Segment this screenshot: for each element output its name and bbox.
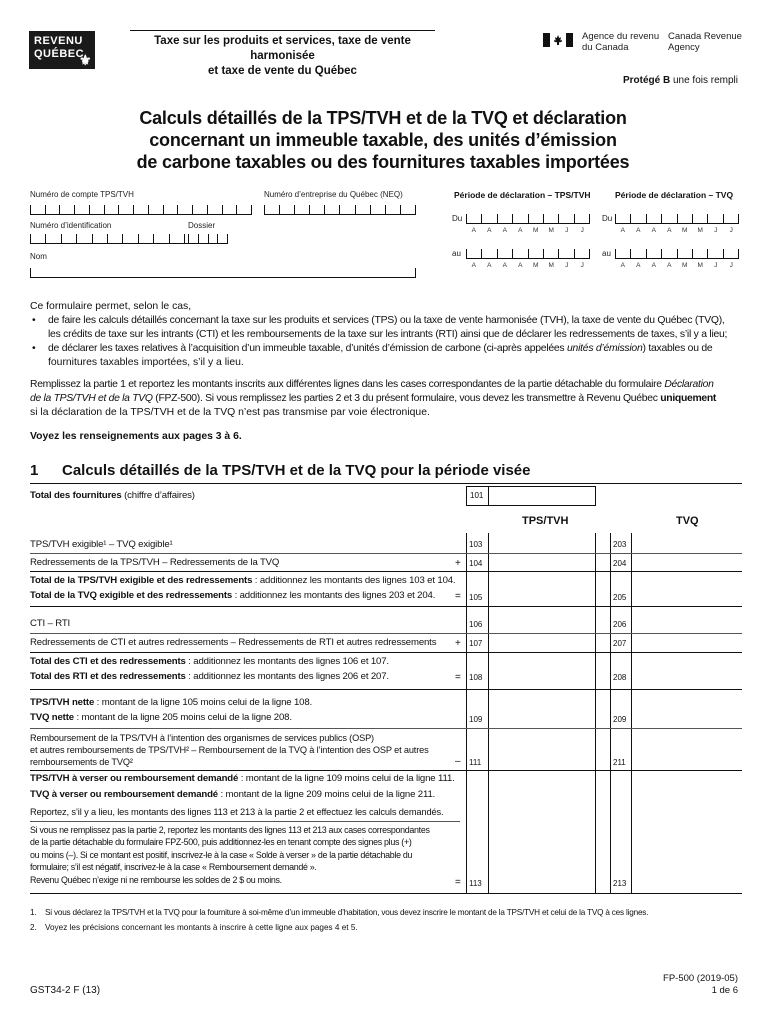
row-108a-label: Total des CTI et des redressements : additionnez les montants des lignes 106 et 107. (30, 656, 389, 667)
qst-column-left-edge (610, 533, 611, 893)
gst-amount-column (466, 533, 596, 893)
agency-en-line-1: Canada Revenue (668, 31, 742, 42)
neq-label: Numéro d’entreprise du Québec (NEQ) (264, 190, 403, 199)
section-number: 1 (30, 462, 39, 479)
section-title: Calculs détaillés de la TPS/TVH et de la TVQ pour la période visée (62, 462, 531, 479)
row-113-inner-rule (30, 821, 460, 822)
total-supplies-label: Total des fournitures (chiffre d’affaires) (30, 490, 195, 501)
row-105a-label: Total de la TPS/TVH exigible et des redressements : additionnez les montants des lignes 103 et 104. (30, 575, 456, 586)
equals-operator-105: = (455, 591, 461, 602)
row-103-rule (30, 553, 742, 554)
row-113a-label: TPS/TVH à verser ou remboursement demandé : montant de la ligne 109 moins celui de la ligne 111. (30, 773, 455, 784)
row-109a-label: TPS/TVH nette : montant de la ligne 105 moins celui de la ligne 108. (30, 697, 313, 708)
equals-operator-108: = (455, 672, 461, 683)
line-208[interactable]: 208 (613, 673, 627, 682)
row-105-rule (30, 606, 742, 607)
row-103-label: TPS/TVH exigible¹ – TVQ exigible¹ (30, 539, 173, 550)
row-106-label: CTI – RTI (30, 618, 71, 629)
logo-line-2: QUÉBEC (34, 48, 85, 60)
equals-operator-113: = (455, 877, 461, 888)
row-113c-label: Reportez, s’il y a lieu, les montants des lignes 113 et 213 à la partie 2 et effectuez les calculs demandés. (30, 807, 444, 817)
row-113-rule (30, 893, 742, 894)
intro-bullet-2: • de déclarer les taxes relatives à l’acquisition d’un immeuble taxable, d’unités d’émission de carbone (ci-après appelées unités d’émission) taxables ou de fournitures taxables importées, s’il y a lieu. (30, 342, 742, 370)
bullet-1-line-2: les crédits de taxe sur les intrants (CTI) et les remboursements de la taxe sur les intrants (RTI) ainsi que de déclarer les redressements de taxes, s’il y a lieu; (48, 329, 728, 340)
form-code-right (663, 973, 738, 997)
line-104[interactable]: 104 (469, 559, 483, 568)
page-title (60, 107, 706, 173)
agency-name-en (668, 31, 742, 53)
page-number: 1 de 6 (711, 985, 738, 996)
revenu-quebec-logo (29, 31, 95, 69)
period-gst-from-label: Du (452, 214, 463, 223)
line-203[interactable]: 203 (613, 540, 627, 549)
period-gst-to-label: au (452, 249, 461, 258)
period-qst-to-label: au (602, 249, 611, 258)
line-209[interactable]: 209 (613, 715, 627, 724)
period-gst-to-format: A A A A M M J J (471, 262, 584, 269)
qst-column-divider (631, 533, 632, 893)
line-111[interactable]: 111 (469, 758, 482, 767)
minus-operator-111: – (455, 756, 461, 767)
bullet-2-line-1: de déclarer les taxes relatives à l’acquisition d’un immeuble taxable, d’unités d’émission de carbone (ci-après appelées unités d’émission) taxables ou de (48, 343, 713, 354)
plus-operator-107: + (455, 638, 461, 649)
gst-column-divider (488, 533, 489, 893)
line-207[interactable]: 207 (613, 639, 627, 648)
header-title-line-2: et taxe de vente du Québec (208, 65, 357, 77)
form-version: FP-500 (2019-05) (663, 973, 738, 984)
bullet-1-line-1: de faire les calculs détaillés concernant la taxe sur les produits et services (TPS) ou la taxe de vente harmonisée (TVH), la taxe de vente du Québec (TVQ), (48, 315, 725, 326)
header-title-line-1: Taxe sur les produits et services, taxe de vente harmonisée (154, 35, 411, 62)
line-107[interactable]: 107 (469, 639, 483, 648)
fleur-de-lis-icon: ⚜ (78, 52, 92, 68)
line-103[interactable]: 103 (469, 540, 483, 549)
period-qst-from-underline (615, 223, 739, 224)
identification-underline (30, 243, 228, 244)
gst-account-underline (30, 214, 252, 215)
period-gst-to-underline (466, 258, 590, 259)
row-109b-label: TVQ nette : montant de la ligne 205 moins celui de la ligne 208. (30, 712, 292, 723)
name-label: Nom (30, 252, 47, 261)
section-rule (30, 483, 742, 484)
line-206[interactable]: 206 (613, 620, 627, 629)
row-108-rule (30, 689, 742, 690)
line-108[interactable]: 108 (469, 673, 483, 682)
form-header-title (130, 34, 435, 79)
agency-fr-line-2: du Canada (582, 42, 629, 53)
row-104-rule (30, 571, 742, 572)
row-113b-label: TVQ à verser ou remboursement demandé : montant de la ligne 209 moins celui de la ligne 211. (30, 789, 436, 800)
canada-flag-icon (543, 33, 573, 47)
row-111-rule (30, 770, 742, 771)
agency-fr-line-1: Agence du revenu (582, 31, 660, 42)
protected-b-rest: une fois rempli (670, 75, 738, 86)
period-gst-from-underline (466, 223, 590, 224)
line-109[interactable]: 109 (469, 715, 483, 724)
line-213[interactable]: 213 (613, 879, 627, 888)
row-105b-label: Total de la TVQ exigible et des redressements : additionnez les montants des lignes 203 et 204. (30, 590, 436, 601)
protected-b-label: Protégé B (622, 75, 671, 86)
dossier-label: Dossier (188, 221, 216, 230)
footnote-2-number: 2. (30, 923, 37, 932)
line-204[interactable]: 204 (613, 559, 627, 568)
line-101-box[interactable]: 101 (466, 486, 596, 506)
gst-account-label: Numéro de compte TPS/TVH (30, 190, 134, 199)
row-106-rule (30, 633, 742, 634)
agency-en-line-2: Agency (668, 42, 700, 53)
agency-name-fr (582, 31, 659, 53)
row-104-label: Redressements de la TPS/TVH – Redressements de la TVQ (30, 557, 280, 568)
see-info-pages: Voyez les renseignements aux pages 3 à 6. (30, 431, 242, 442)
row-108b-label: Total des RTI et des redressements : additionnez les montants des lignes 206 et 207. (30, 671, 389, 682)
row-107-label: Redressements de CTI et autres redressements – Redressements de RTI et autres redressements (30, 637, 437, 648)
title-line-1: Calculs détaillés de la TPS/TVH et de la TVQ et déclaration (139, 108, 627, 128)
intro-bullet-1: • de faire les calculs détaillés concernant la taxe sur les produits et services (TPS) ou la taxe de vente harmonisée (TVH), la taxe de vente du Québec (TVQ), les crédits de taxe sur les intrants (CTI) et les remboursements de la taxe sur les intrants (RTI) ainsi que de déclarer les redressements de taxes, s’il y a lieu; (30, 314, 742, 342)
line-106[interactable]: 106 (469, 620, 483, 629)
plus-operator-104: + (455, 558, 461, 569)
footnote-1: Si vous déclarez la TPS/TVH et la TVQ pour la fourniture à soi-même d’un immeuble d’habitation, vous devez inscrire le montant de la TPS/TVH et celui de la TVQ à ces lignes. (45, 908, 649, 917)
period-qst-from-label: Du (602, 214, 613, 223)
title-line-3: de carbone taxables ou des fournitures taxables importées (136, 152, 630, 172)
gst-column-left-edge (466, 533, 467, 893)
intro-lead: Ce formulaire permet, selon le cas, (30, 301, 192, 312)
footnote-1-number: 1. (30, 908, 37, 917)
line-101-divider (488, 486, 489, 506)
name-field[interactable] (30, 268, 416, 278)
header-rule (130, 30, 435, 31)
line-105[interactable]: 105 (469, 593, 483, 602)
intro-text (30, 300, 742, 444)
line-205[interactable]: 205 (613, 593, 627, 602)
line-113[interactable]: 113 (469, 879, 482, 888)
title-line-2: concernant un immeuble taxable, des unités d’émission (149, 130, 617, 150)
period-qst-label: Période de déclaration – TVQ (615, 190, 734, 200)
period-qst-to-underline (615, 258, 739, 259)
period-gst-label: Période de déclaration – TPS/TVH (454, 190, 591, 200)
intro-paragraph-2: Remplissez la partie 1 et reportez les montants inscrits aux différentes lignes dans les cases correspondantes de la partie détachable du formulaire Déclaration de la TPS/TVH et de la TVQ (FPZ-500). Si vous remplissez les parties 2 et 3 du présent formulaire, vous devez les transmettre à Revenu Québec uniquement si la déclaration de la TPS/TVH et de la TVQ n’est pas transmise par voie électronique. (30, 379, 717, 418)
neq-underline (264, 214, 416, 215)
bullet-2-line-2: fournitures taxables importées, s’il y a lieu. (48, 357, 244, 368)
row-107-rule (30, 652, 742, 653)
row-109-rule (30, 728, 742, 729)
footnote-2: Voyez les précisions concernant les montants à inscrire à cette ligne aux pages 4 et 5. (45, 923, 358, 932)
line-211[interactable]: 211 (613, 758, 626, 767)
row-113d-label: Si vous ne remplissez pas la partie 2, reportez les montants des lignes 113 et 213 aux cases correspondantes de la partie détachable du formulaire FPZ-500, puis additionnez-les en tenant compte des signes plus (+) ou moins (–). Si ce montant est positif, inscrivez-le à la case « Solde à verser » de la partie détachable du formulaire; s’il est négatif, inscrivez-le à la case « Remboursement demandé ». Revenu Québec n’exige ni ne rembourse les soldes de 2 $ ou moins. (30, 825, 430, 885)
logo-line-1: REVENU (34, 35, 83, 47)
protected-b-notice (623, 75, 738, 86)
identification-label: Numéro d’identification (30, 221, 112, 230)
period-qst-to-format: A A A A M M J J (620, 262, 733, 269)
row-111-label: Remboursement de la TPS/TVH à l’intention des organismes de services publics (OSP) et autres remboursements de TPS/TVH² – Remboursement de la TVQ à l’intention des OSP et autres remboursements de TVQ² (30, 733, 429, 767)
column-qst-header: TVQ (676, 515, 699, 527)
form-code-left: GST34-2 F (13) (30, 985, 101, 996)
period-gst-from-format: A A A A M M J J (471, 227, 584, 234)
column-gst-header: TPS/TVH (522, 515, 569, 527)
period-qst-from-format: A A A A M M J J (620, 227, 733, 234)
